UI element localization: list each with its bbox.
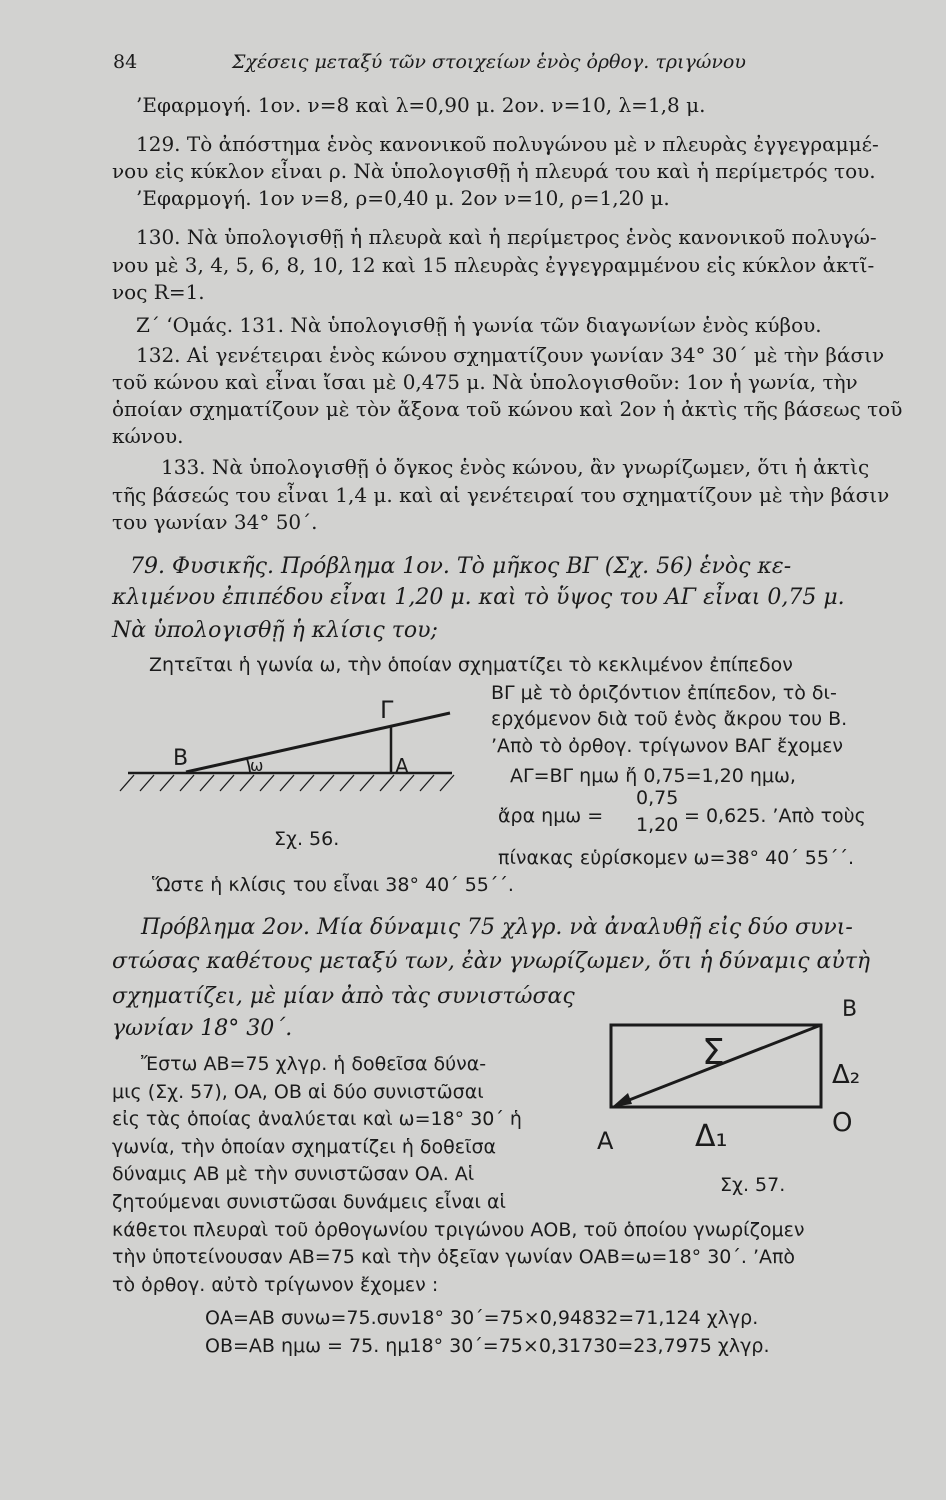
text-line: νος R=1. (112, 280, 205, 304)
text-line: κώνου. (112, 424, 184, 448)
solution-line: ΑΓ=ΒΓ ημω ἤ 0,75=1,20 ημω, (510, 765, 796, 787)
fig56-label-a: Α (395, 754, 409, 778)
solution-line: Ἔστω ΑΒ=75 χλγρ. ἡ δοθεῖσα δύνα- (141, 1053, 487, 1075)
solution-line: ἄρα ημω = (498, 805, 604, 827)
fig56-caption: Σχ. 56. (274, 828, 340, 850)
fig57-caption: Σχ. 57. (720, 1174, 786, 1196)
fig56-label-g: Γ (380, 696, 394, 724)
fig57-label-d2: Δ₂ (832, 1060, 861, 1090)
conclusion-line: Ὥστε ἡ κλίσις του εἶναι 38° 40΄ 55΄΄. (152, 874, 514, 896)
problem-1-heading: 79. Φυσικῆς. Πρόβλημα 1ον. Τὸ μῆκος ΒΓ (Σχ. 56) ἑνὸς κε- (130, 554, 792, 579)
problem-1-text: Νὰ ὑπολογισθῇ ἡ κλίσις του; (112, 618, 438, 643)
fig57-label-b: Β (842, 997, 858, 1022)
text-line: Ζ΄ ‘Ομάς. 131. Νὰ ὑπολογισθῇ ἡ γωνία τῶν διαγωνίων ἑνὸς κύβου. (136, 313, 822, 337)
text-line: 130. Νὰ ὑπολογισθῇ ἡ πλευρὰ καὶ ἡ περίμετρος ἑνὸς κανονικοῦ πολυγώ- (136, 225, 877, 249)
problem-2-heading: Πρόβλημα 2ον. Μία δύναμις 75 χλγρ. νὰ ἀναλυθῇ εἰς δύο συνι- (141, 915, 853, 940)
solution-line: δύναμις ΑΒ μὲ τὴν συνιστῶσαν ΟΑ. Αἱ (112, 1163, 475, 1185)
problem-1-text: κλιμένου ἐπιπέδου εἶναι 1,20 μ. καὶ τὸ ὕψος του ΑΓ εἶναι 0,75 μ. (112, 585, 845, 610)
problem-2-text: στώσας καθέτους μεταξύ των, ἐὰν γνωρίζωμεν, ὅτι ἡ δύναμις αὐτὴ (112, 949, 871, 974)
fig56-label-omega: ω (250, 756, 264, 775)
text-line: τοῦ κώνου καὶ εἶναι ἴσαι μὲ 0,475 μ. Νὰ ὑπολογισθοῦν: 1ον ἡ γωνία, τὴν (112, 370, 858, 394)
problem-2-text: γωνίαν 18° 30΄. (112, 1016, 293, 1041)
solution-line: ΒΓ μὲ τὸ ὁριζόντιον ἐπίπεδον, τὸ δι- (491, 682, 837, 704)
formula-oa: ΟΑ=ΑΒ συνω=75.συν18° 30΄=75×0,94832=71,124 χλγρ. (205, 1307, 759, 1329)
text-line: ’Εφαρμογή. 1ον ν=8, ρ=0,40 μ. 2ον ν=10, ρ=1,20 μ. (136, 186, 670, 210)
fig57-label-a: Α (597, 1127, 614, 1155)
solution-line: πίνακας εὑρίσκομεν ω=38° 40΄ 55΄΄. (498, 847, 855, 869)
page-number: 84 (113, 51, 138, 73)
text-line: 132. Αἱ γενέτειραι ἑνὸς κώνου σχηματίζουν γωνίαν 34° 30΄ μὲ τὴν βάσιν (136, 343, 885, 367)
solution-line: ’Απὸ τὸ ὀρθογ. τρίγωνον ΒΑΓ ἔχομεν (491, 735, 843, 757)
fig56-label-b: Β (173, 746, 189, 771)
text-line: τῆς βάσεώς του εἶναι 1,4 μ. καὶ αἱ γενέτειραί του σχηματίζουν μὲ τὴν βάσιν (112, 483, 890, 507)
solution-line: ζητούμεναι συνιστῶσαι δυνάμεις εἶναι αἱ (112, 1191, 506, 1213)
solution-line: τὸ ὀρθογ. αὐτὸ τρίγωνον ἔχομεν : (112, 1274, 439, 1296)
formula-ob: ΟΒ=ΑΒ ημω = 75. ημ18° 30΄=75×0,31730=23,7975 χλγρ. (205, 1335, 770, 1357)
running-title: Σχέσεις μεταξύ τῶν στοιχείων ἑνὸς ὀρθογ. τριγώνου (232, 51, 746, 73)
solution-line: ερχόμενον διὰ τοῦ ἑνὸς ἄκρου του Β. (491, 708, 848, 730)
fig57-label-o: Ο (832, 1108, 853, 1138)
fraction-denominator: 1,20 (636, 814, 679, 836)
fig57-label-d1: Δ₁ (695, 1119, 728, 1154)
text-line: νου εἰς κύκλον εἶναι ρ. Νὰ ὑπολογισθῇ ἡ πλευρά του καὶ ἡ περίμετρός του. (112, 159, 876, 183)
fig57-label-sigma: Σ (702, 1032, 725, 1073)
solution-line: κάθετοι πλευραὶ τοῦ ὀρθογωνίου τριγώνου ΑΟΒ, τοῦ ὁποίου γνωρίζομεν (112, 1219, 805, 1241)
solution-line: Ζητεῖται ἡ γωνία ω, τὴν ὁποίαν σχηματίζει τὸ κεκλιμένον ἐπίπεδον (149, 654, 793, 676)
text-line: 129. Τὸ ἀπόστημα ἑνὸς κανονικοῦ πολυγώνου μὲ ν πλευρὰς ἐγγεγραμμέ- (136, 132, 879, 156)
text-line: ὁποίαν σχηματίζουν μὲ τὸν ἄξονα τοῦ κώνου καὶ 2ον ἡ ἀκτὶς τῆς βάσεως τοῦ (112, 397, 903, 421)
text-line: νου μὲ 3, 4, 5, 6, 8, 10, 12 καὶ 15 πλευρὰς ἐγγεγραμμένου εἰς κύκλον ἀκτῖ- (112, 253, 875, 277)
solution-line: μις (Σχ. 57), ΟΑ, ΟΒ αἱ δύο συνιστῶσαι (112, 1081, 484, 1103)
fraction-numerator: 0,75 (636, 787, 679, 809)
solution-line: = 0,625. ’Απὸ τοὺς (684, 805, 866, 827)
problem-2-text: σχηματίζει, μὲ μίαν ἀπὸ τὰς συνιστώσας (112, 984, 575, 1009)
text-line: του γωνίαν 34° 50΄. (112, 510, 318, 534)
solution-line: τὴν ὑποτείνουσαν ΑΒ=75 καὶ τὴν ὀξεῖαν γωνίαν ΟΑΒ=ω=18° 30΄. ’Απὸ (112, 1246, 796, 1268)
text-line: ’Εφαρμογή. 1ον. ν=8 καὶ λ=0,90 μ. 2ον. ν=10, λ=1,8 μ. (136, 93, 706, 117)
text-line: 133. Νὰ ὑπολογισθῇ ὁ ὄγκος ἑνὸς κώνου, ἂν γνωρίζωμεν, ὅτι ἡ ἀκτὶς (161, 455, 870, 479)
solution-line: εἰς τὰς ὁποίας ἀναλύεται καὶ ω=18° 30΄ ἡ (112, 1108, 522, 1130)
solution-line: γωνία, τὴν ὁποίαν σχηματίζει ἡ δοθεῖσα (112, 1136, 497, 1158)
